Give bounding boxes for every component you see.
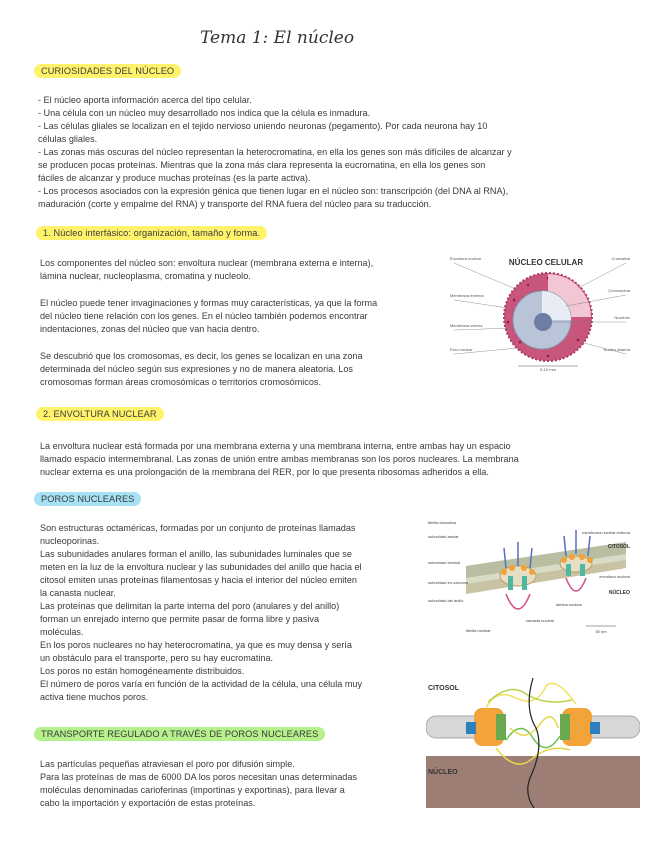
- text-line: Las partículas pequeñas atraviesan el poro por difusión simple.: [40, 759, 295, 769]
- paragraph: [40, 297, 440, 336]
- text-line: El núcleo puede tener invaginaciones y formas muy características, ya que la forma: [40, 298, 378, 308]
- text-line: El número de poros varía en función de la actividad de la célula, una célula muy: [40, 679, 363, 689]
- svg-text:subunidad luminal: subunidad luminal: [428, 560, 461, 565]
- svg-text:50 nm: 50 nm: [595, 629, 607, 634]
- svg-text:Nucleo plasma: Nucleo plasma: [603, 347, 630, 352]
- text-line: del núcleo tiene relación con los genes. En el núcleo también podemos encontrar: [40, 311, 368, 321]
- text-line: se producen pocas proteínas. Mientras que la zona más clara representa la eucromatina, en ella los genes son: [38, 160, 486, 170]
- text-line: - Los procesos asociados con la expresión génica que tienen lugar en el núcleo son: transcripción (del DNA al RNA),: [38, 186, 509, 196]
- svg-text:envoltura nuclear: envoltura nuclear: [599, 574, 630, 579]
- svg-text:fibrilla citosólica: fibrilla citosólica: [428, 520, 457, 525]
- text-line: - Las zonas más oscuras del núcleo representan la heterocromatina, en ella los genes son más difíciles de alcanzar y: [38, 147, 512, 157]
- text-line: determinada del núcleo según sus expresiones y no de manera aleatoria. Los: [40, 364, 353, 374]
- svg-text:NÚCLEO: NÚCLEO: [428, 769, 458, 776]
- transporte-text: [40, 758, 425, 810]
- text-line: cromosomas forman áreas cromosómicas o territorios cromosómicos.: [40, 377, 321, 387]
- text-line: Las proteínas que delimitan la parte interna del poro (anulares y del anillo): [40, 601, 340, 611]
- text-line: nuclear externa es una prolongación de la membrana del RER, por lo que presenta ribosomas adheridos a ella.: [40, 467, 489, 477]
- text-line: meten en la luz de la envoltura nuclear y las subunidades del anillo que hacia el: [40, 562, 362, 572]
- text-line: nucleoporinas.: [40, 536, 100, 546]
- poro-nuclear-figure: [426, 512, 632, 636]
- paragraph: [40, 350, 440, 389]
- text-line: Los poros no están homogéneamente distribuidos.: [40, 666, 245, 676]
- text-line: moléculas denominadas carioferinas (importinas y exportinas), para llevar a: [40, 785, 345, 795]
- text-line: cabo la importación y exportación de estas proteínas.: [40, 798, 256, 808]
- section-heading-transporte: TRANSPORTE REGULADO A TRAVÉS DE POROS NUCLEARES: [34, 729, 325, 739]
- section-heading-interfasico: 1. Núcleo interfásico: organización, tamaño y forma.: [36, 228, 267, 238]
- section-heading-curiosidades: CURIOSIDADES DEL NÚCLEO: [34, 66, 181, 76]
- svg-text:subunidad del anillo: subunidad del anillo: [428, 598, 464, 603]
- text-line: moléculas.: [40, 627, 84, 637]
- svg-text:lámina nuclear: lámina nuclear: [556, 602, 583, 607]
- section-heading-envoltura: 2. ENVOLTURA NUCLEAR: [36, 409, 164, 419]
- paragraph: [40, 257, 440, 283]
- text-line: activa tiene muchos poros.: [40, 692, 149, 702]
- section-heading-poros: POROS NUCLEARES: [34, 494, 141, 504]
- transporte-figure: [426, 678, 640, 808]
- envoltura-text: [40, 440, 630, 479]
- figure-title: NÚCLEO CELULAR: [508, 258, 584, 267]
- svg-text:Membrana interna: Membrana interna: [450, 323, 483, 328]
- nucleo-celular-figure: [448, 250, 632, 372]
- text-line: Se descubrió que los cromosomas, es decir, los genes se localizan en una zona: [40, 351, 363, 361]
- interfasico-text: [40, 257, 440, 403]
- text-line: La envoltura nuclear está formada por una membrana externa y una membrana interna, entre ambas hay un espacio: [40, 441, 511, 451]
- poros-text: [40, 522, 425, 704]
- svg-text:subunidad anular: subunidad anular: [428, 534, 459, 539]
- text-line: llamado espacio intermembranal. Las zonas de unión entre ambas membranas son los poros nucleares. La membrana: [40, 454, 519, 464]
- text-line: - El núcleo aporta información acerca del tipo celular.: [38, 95, 252, 105]
- text-line: Son estructuras octaméricas, formadas por un conjunto de proteínas llamadas: [40, 523, 356, 533]
- text-line: la canasta nuclear.: [40, 588, 116, 598]
- text-line: indentaciones, zonas del núcleo que van hacia dentro.: [40, 324, 260, 334]
- text-line: Las subunidades anulares forman el anillo, las subunidades luminales que se: [40, 549, 352, 559]
- svg-text:fibrilla nuclear: fibrilla nuclear: [466, 628, 491, 633]
- text-line: un obstáculo para el transporte, pero su hay eucromatina.: [40, 653, 274, 663]
- text-line: maduración (corte y empalme del RNA) y transporte del RNA fuera del núcleo para su traducción.: [38, 199, 432, 209]
- text-line: En los poros nucleares no hay heterocromatina, ya que es muy densa y sería: [40, 640, 352, 650]
- svg-text:CITOSOL: CITOSOL: [607, 544, 630, 550]
- svg-text:Poro nuclear: Poro nuclear: [450, 347, 473, 352]
- svg-text:CITOSOL: CITOSOL: [428, 685, 459, 692]
- text-line: Para las proteínas de mas de 6000 DA los poros necesitan unas determinadas: [40, 772, 357, 782]
- text-line: citosol emiten unas proteínas filamentosas y hacia el interior del núcleo emiten: [40, 575, 357, 585]
- text-line: forman un enrejado interno que permite pasar de forma libre y pasiva: [40, 614, 320, 624]
- text-line: Los componentes del núcleo son: envoltura nuclear (membrana externa e interna),: [40, 258, 374, 268]
- svg-text:Membrana externa: Membrana externa: [450, 293, 484, 298]
- svg-text:Cromosoma: Cromosoma: [608, 288, 630, 293]
- svg-text:subunidad en columna: subunidad en columna: [428, 580, 469, 585]
- text-line: fáciles de alcanzar y produce muchas proteínas (es la parte activa).: [38, 173, 311, 183]
- svg-text:NÚCLEO: NÚCLEO: [608, 590, 630, 596]
- svg-text:Cromatina: Cromatina: [611, 256, 630, 261]
- text-line: - Una célula con un núcleo muy desarrollado nos indica que la célula es inmadura.: [38, 108, 371, 118]
- svg-text:Envoltura nuclear: Envoltura nuclear: [450, 256, 482, 261]
- page-title: Tema 1: El núcleo: [200, 28, 355, 48]
- text-line: - Las células gliales se localizan en el tejido nervioso uniendo neuronas (pegamento). Por cada neurona hay 10: [38, 121, 488, 131]
- curiosidades-text: [38, 94, 598, 211]
- svg-text:5-10 mm: 5-10 mm: [540, 367, 556, 372]
- text-line: células gliales.: [38, 134, 98, 144]
- svg-text:Nucléolo: Nucléolo: [614, 315, 630, 320]
- svg-text:canasta nuclear: canasta nuclear: [526, 618, 555, 623]
- svg-text:membrana nuclear externa: membrana nuclear externa: [582, 530, 630, 535]
- text-line: lámina nuclear, nucleoplasma, cromatina y nucleolo.: [40, 271, 251, 281]
